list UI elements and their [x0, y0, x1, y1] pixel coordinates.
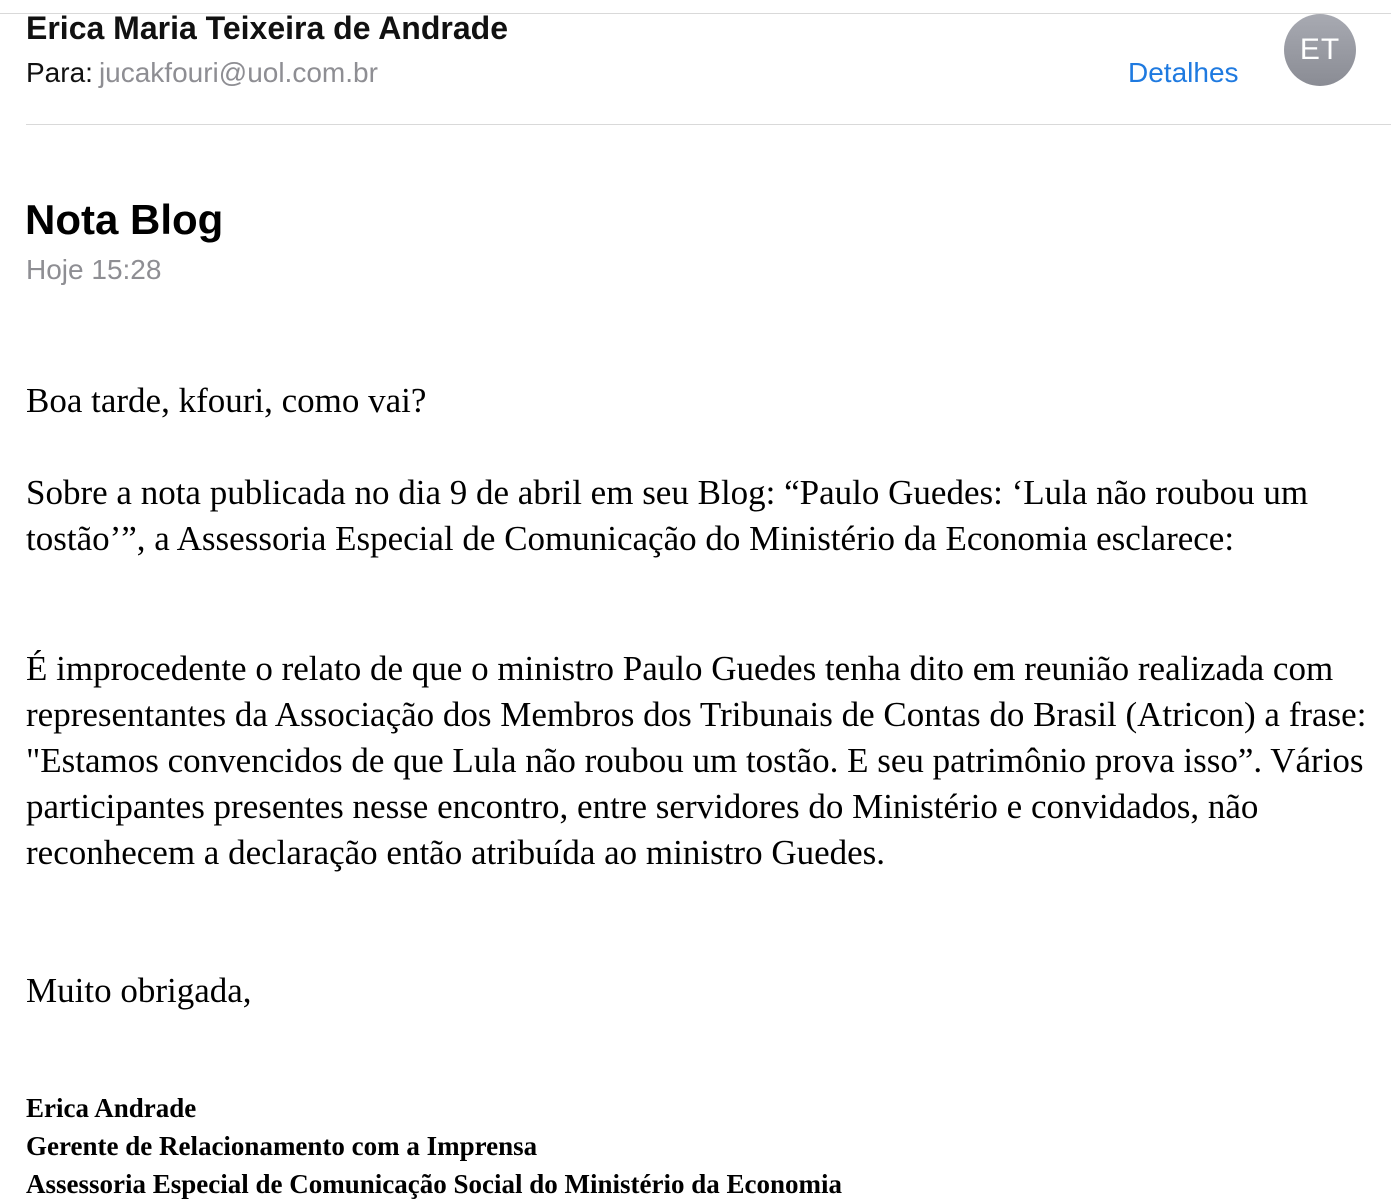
message-paragraph-2: É improcedente o relato de que o ministro Paulo Guedes tenha dito em reunião realizada com representantes da Associação dos Membros dos Tribunais de Contas do Brasil (Atricon) a frase: "Estamos convencidos de que Lula não roubou um tostão. E seu patrimônio prova isso”. Vários participantes presentes nesse encontro, entre servidores do Ministério e convidados, não reconhecem a declaração então atribuída ao ministro Guedes.	[26, 649, 1367, 872]
message-greeting: Boa tarde, kfouri, como vai?	[26, 381, 427, 420]
message-paragraph-1: Sobre a nota publicada no dia 9 de abril em seu Blog: “Paulo Guedes: ‘Lula não roubou um tostão’”, a Assessoria Especial de Comunicação do Ministério da Economia esclarece:	[26, 473, 1309, 558]
avatar-initials: ET	[1299, 33, 1341, 66]
message-timestamp: Hoje 15:28	[26, 254, 162, 285]
message-closing: Muito obrigada,	[26, 971, 252, 1010]
signature-role: Gerente de Relacionamento com a Imprensa	[26, 1131, 538, 1161]
header-divider	[26, 124, 1391, 125]
to-label: Para:	[26, 57, 93, 88]
recipient-row	[26, 57, 378, 89]
message-subject: Nota Blog	[25, 196, 224, 243]
sender-avatar[interactable]	[1284, 14, 1356, 86]
sender-name[interactable]: Erica Maria Teixeira de Andrade	[26, 10, 508, 46]
signature-name: Erica Andrade	[26, 1093, 197, 1123]
details-button[interactable]: Detalhes	[1128, 57, 1239, 88]
recipient-address[interactable]: jucakfouri@uol.com.br	[98, 57, 378, 88]
signature-organization: Assessoria Especial de Comunicação Social do Ministério da Economia	[26, 1169, 842, 1199]
